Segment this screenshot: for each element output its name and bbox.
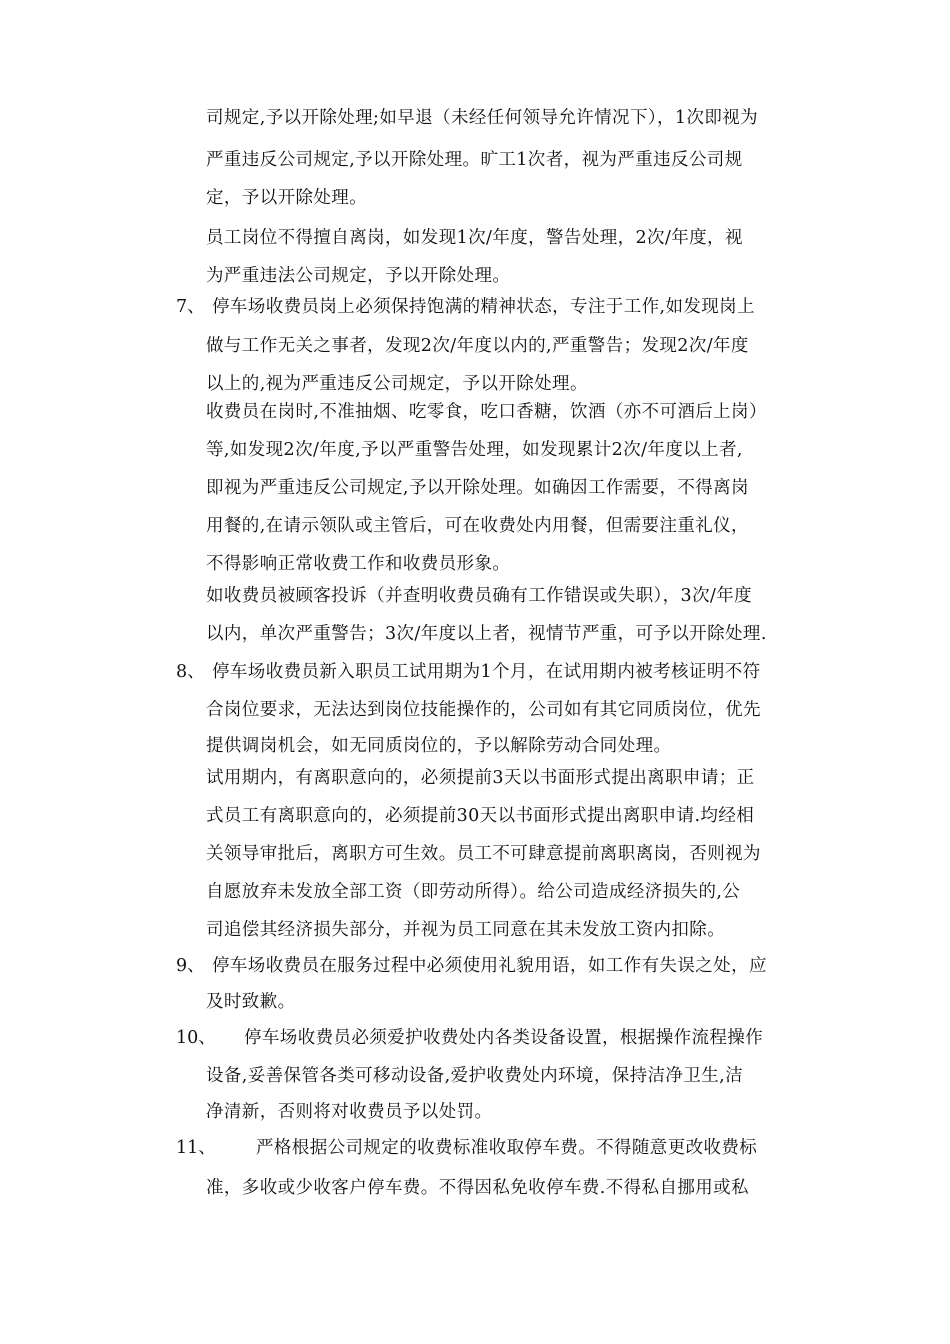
paragraph-line: 准，多收或少收客户停车费。不得因私免收停车费.不得私自挪用或私 xyxy=(206,1178,749,1198)
paragraph-line: 司追偿其经济损失部分，并视为员工同意在其未发放工资内扣除。 xyxy=(206,920,726,940)
paragraph-line: 收费员在岗时,不准抽烟、吃零食，吃口香糖，饮酒（亦不可酒后上岗） xyxy=(206,402,767,422)
paragraph-line: 净清新，否则将对收费员予以处罚。 xyxy=(206,1102,493,1122)
paragraph-line: 员工岗位不得擅自离岗，如发现1次/年度，警告处理，2次/年度，视 xyxy=(206,228,743,248)
paragraph-line: 即视为严重违反公司规定,予以开除处理。如确因工作需要，不得离岗 xyxy=(206,478,749,498)
paragraph-line: 如收费员被顾客投诉（并查明收费员确有工作错误或失职），3次/年度 xyxy=(206,586,753,606)
paragraph-line: 为严重违法公司规定，予以开除处理。 xyxy=(206,266,511,286)
paragraph-line: 停车场收费员在服务过程中必须使用礼貌用语，如工作有失误之处，应 xyxy=(212,956,767,976)
paragraph-line: 严格根据公司规定的收费标准收取停车费。不得随意更改收费标 xyxy=(256,1138,758,1158)
paragraph-line: 等,如发现2次/年度,予以严重警告处理，如发现累计2次/年度以上者, xyxy=(206,440,743,460)
paragraph-line: 关领导审批后，离职方可生效。员工不可肆意提前离职离岗，否则视为 xyxy=(206,844,761,864)
paragraph-line: 做与工作无关之事者，发现2次/年度以内的,严重警告；发现2次/年度 xyxy=(206,336,749,356)
paragraph-line: 停车场收费员必须爱护收费处内各类设备设置，根据操作流程操作 xyxy=(244,1028,764,1048)
paragraph-line: 设备,妥善保管各类可移动设备,爱护收费处内环境，保持洁净卫生,洁 xyxy=(206,1066,743,1086)
paragraph-line: 式员工有离职意向的，必须提前30天以书面形式提出离职申请.均经相 xyxy=(206,806,755,826)
paragraph-line: 及时致歉。 xyxy=(206,992,296,1012)
item-number: 8、 xyxy=(176,662,205,682)
paragraph-line: 不得影响正常收费工作和收费员形象。 xyxy=(206,554,511,574)
paragraph-line: 司规定,予以开除处理;如早退（未经任何领导允许情况下），1次即视为 xyxy=(206,108,759,128)
paragraph-line: 以内，单次严重警告；3次/年度以上者，视情节严重，可予以开除处理. xyxy=(206,624,767,644)
item-number: 7、 xyxy=(176,297,205,317)
item-number: 11、 xyxy=(176,1138,216,1158)
paragraph-line: 合岗位要求，无法达到岗位技能操作的，公司如有其它同质岗位，优先 xyxy=(206,700,761,720)
paragraph-line: 停车场收费员岗上必须保持饱满的精神状态，专注于工作,如发现岗上 xyxy=(212,297,755,317)
paragraph-line: 停车场收费员新入职员工试用期为1个月，在试用期内被考核证明不符 xyxy=(212,662,761,682)
item-number: 9、 xyxy=(176,956,205,976)
paragraph-line: 提供调岗机会，如无同质岗位的，予以解除劳动合同处理。 xyxy=(206,736,672,756)
paragraph-line: 用餐的,在请示领队或主管后，可在收费处内用餐，但需要注重礼仪， xyxy=(206,516,749,536)
paragraph-line: 试用期内，有离职意向的，必须提前3天以书面形式提出离职申请；正 xyxy=(206,768,755,788)
paragraph-line: 定，予以开除处理。 xyxy=(206,188,368,208)
paragraph-line: 自愿放弃未发放全部工资（即劳动所得）。给公司造成经济损失的,公 xyxy=(206,882,741,902)
paragraph-line: 以上的,视为严重违反公司规定，予以开除处理。 xyxy=(206,374,588,394)
paragraph-line: 严重违反公司规定,予以开除处理。旷工1次者，视为严重违反公司规 xyxy=(206,150,743,170)
item-number: 10、 xyxy=(176,1028,216,1048)
